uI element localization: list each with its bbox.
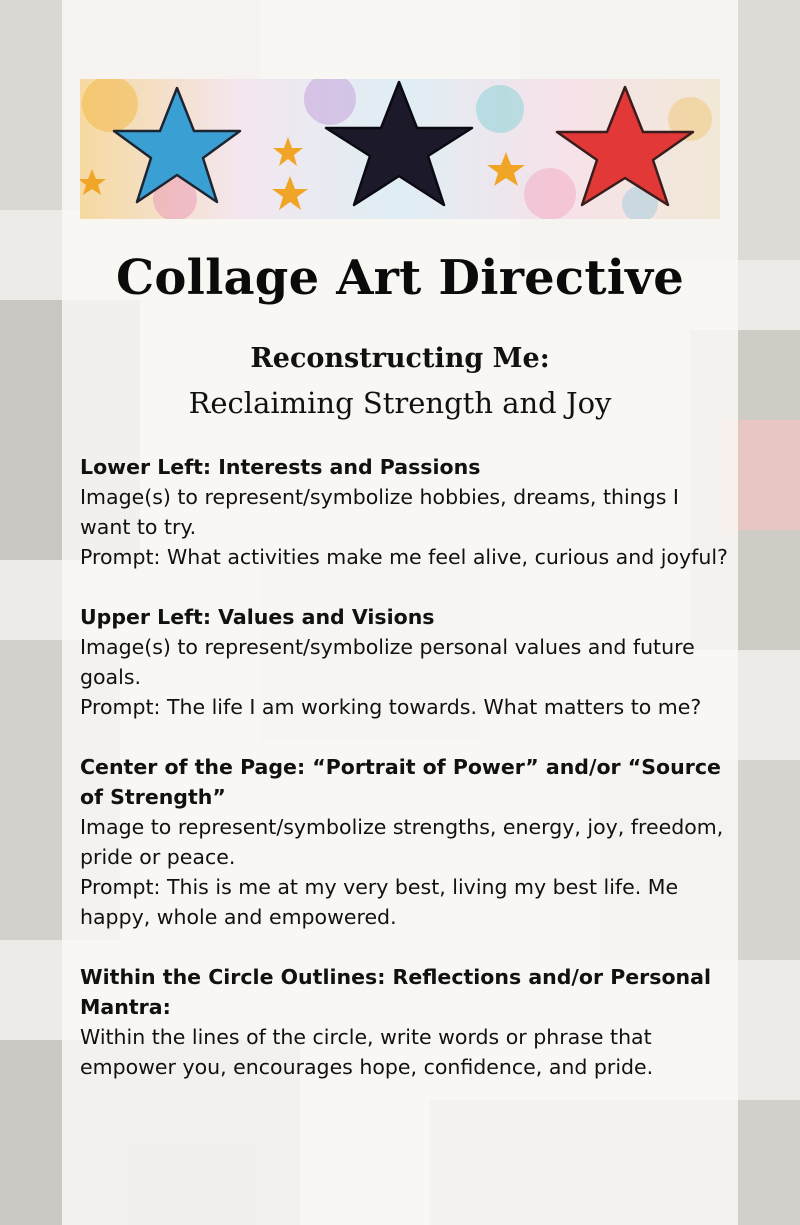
section-prompt: Prompt: The life I am working towards. What matters to me? [80, 695, 702, 719]
section-body: Image to represent/symbolize strengths, energy, joy, freedom, pride or peace. [80, 815, 724, 869]
section-center-portrait [80, 752, 730, 932]
section-prompt: Prompt: What activities make me feel alive, curious and joyful? [80, 545, 728, 569]
section-heading: Lower Left: Interests and Passions [80, 455, 481, 479]
subtitle-line-2: Reclaiming Strength and Joy [188, 386, 612, 420]
subtitle-line-1: Reconstructing Me: [250, 343, 550, 374]
section-body: Within the lines of the circle, write words or phrase that empower you, encourages hope, confidence, and pride. [80, 1025, 654, 1079]
page-title: Collage Art Directive [116, 250, 684, 306]
section-heading: Upper Left: Values and Visions [80, 605, 435, 629]
section-heading: Center of the Page: “Portrait of Power” and/or “Source of Strength” [80, 755, 721, 809]
section-heading: Within the Circle Outlines: Reflections and/or Personal Mantra: [80, 965, 712, 1019]
stars-banner [80, 79, 720, 219]
section-prompt: Prompt: This is me at my very best, living my best life. Me happy, whole and empowered. [80, 875, 679, 929]
section-interests-passions [80, 452, 730, 572]
section-values-visions [80, 602, 730, 722]
section-body: Image(s) to represent/symbolize hobbies, dreams, things I want to try. [80, 485, 679, 539]
directive-list [80, 452, 730, 1112]
section-circle-outlines [80, 962, 730, 1082]
section-body: Image(s) to represent/symbolize personal values and future goals. [80, 635, 695, 689]
